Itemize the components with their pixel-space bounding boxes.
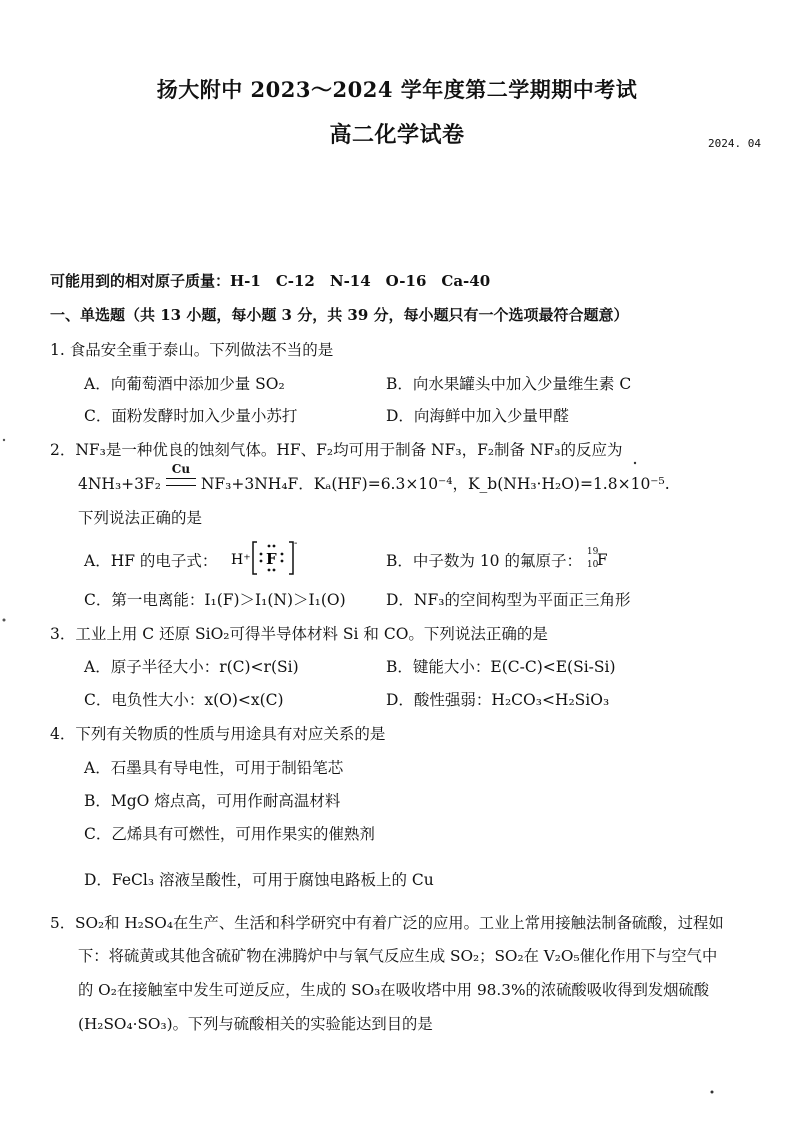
isotope-mass: 19 xyxy=(586,547,599,557)
q4-option-d: D．FeCl₃ 溶液呈酸性，可用于腐蚀电路板上的 Cu xyxy=(84,871,434,889)
q3-option-b: B．键能大小：E(C-C)<E(Si-Si) xyxy=(386,658,616,676)
exam-title: 扬大附中 2023～2024 学年度第二学期期中考试 xyxy=(156,77,638,102)
q2-option-b-text: B．中子数为 10 的氟原子： xyxy=(386,552,582,570)
section-heading: 一、单选题（共 13 小题，每小题 3 分，共 39 分，每小题只有一个选项最符合题意） xyxy=(50,306,629,324)
exam-subtitle: 高二化学试卷 xyxy=(329,122,465,148)
q2-option-c: C．第一电离能：I₁(F)＞I₁(N)＞I₁(O) xyxy=(84,591,346,609)
q5-line-4: (H₂SO₄·SO₃)。下列与硫酸相关的实验能达到目的是 xyxy=(78,1015,433,1033)
q5-line-1: 5．SO₂和 H₂SO₄在生产、生活和科学研究中有着广泛的应用。工业上常用接触法制备硫酸，过程如 xyxy=(50,914,724,932)
lewis-f: F xyxy=(266,550,277,568)
q2-stem: 2．NF₃是一种优良的蚀刻气体。HF、F₂均可用于制备 NF₃，F₂制备 NF₃的反应为 xyxy=(50,441,623,459)
q3-option-a: A．原子半径大小：r(C)<r(Si) xyxy=(84,658,299,676)
atomic-masses: 可能用到的相对原子质量：H-1 C-12 N-14 O-16 Ca-40 xyxy=(50,272,491,290)
q4-option-a: A．石墨具有导电性，可用于制铅笔芯 xyxy=(84,759,344,777)
q3-option-c: C．电负性大小：x(O)<x(C) xyxy=(84,691,284,709)
q2-catalyst-label: Cu xyxy=(171,462,191,476)
q2-option-d: D．NF₃的空间构型为平面正三角形 xyxy=(386,591,631,609)
exam-date: 2024. 04 xyxy=(708,137,761,150)
q3-stem: 3．工业上用 C 还原 SiO₂可得半导体材料 Si 和 CO。下列说法正确的是 xyxy=(50,625,548,643)
lewis-charge: - xyxy=(294,538,298,549)
q1-option-d: D．向海鲜中加入少量甲醛 xyxy=(386,407,569,425)
q2-ask: 下列说法正确的是 xyxy=(78,509,203,527)
q4-stem: 4．下列有关物质的性质与用途具有对应关系的是 xyxy=(50,725,386,743)
q5-line-2: 下：将硫黄或其他含硫矿物在沸腾炉中与氧气反应生成 SO₂；SO₂在 V₂O₅催化作用下与空气中 xyxy=(78,947,718,965)
isotope-symbol: F xyxy=(596,551,608,569)
q4-option-b: B．MgO 熔点高，可用作耐高温材料 xyxy=(84,792,341,810)
q2-equation-right: NF₃+3NH₄F．Kₐ(HF)=6.3×10⁻⁴，K_b(NH₃·H₂O)=1.8×10⁻⁵. xyxy=(200,475,670,493)
q2-equation-left: 4NH₃+3F₂ xyxy=(78,475,161,493)
isotope-number: 10 xyxy=(586,560,599,570)
lewis-h: H⁺ xyxy=(231,552,251,568)
q1-stem: 1. 食品安全重于泰山。下列做法不当的是 xyxy=(50,341,334,359)
q4-option-c: C．乙烯具有可燃性，可用作果实的催熟剂 xyxy=(84,825,375,843)
q3-option-d: D．酸性强弱：H₂CO₃<H₂SiO₃ xyxy=(386,691,610,709)
q1-option-a: A．向葡萄酒中添加少量 SO₂ xyxy=(84,375,285,393)
q2-option-a: A．HF 的电子式： xyxy=(84,552,218,570)
q5-line-3: 的 O₂在接触室中发生可逆反应，生成的 SO₃在吸收塔中用 98.3%的浓硫酸吸收得到发烟硫酸 xyxy=(78,981,710,999)
q1-option-b: B．向水果罐头中加入少量维生素 C xyxy=(386,375,632,393)
q1-option-c: C．面粉发酵时加入少量小苏打 xyxy=(84,407,298,425)
